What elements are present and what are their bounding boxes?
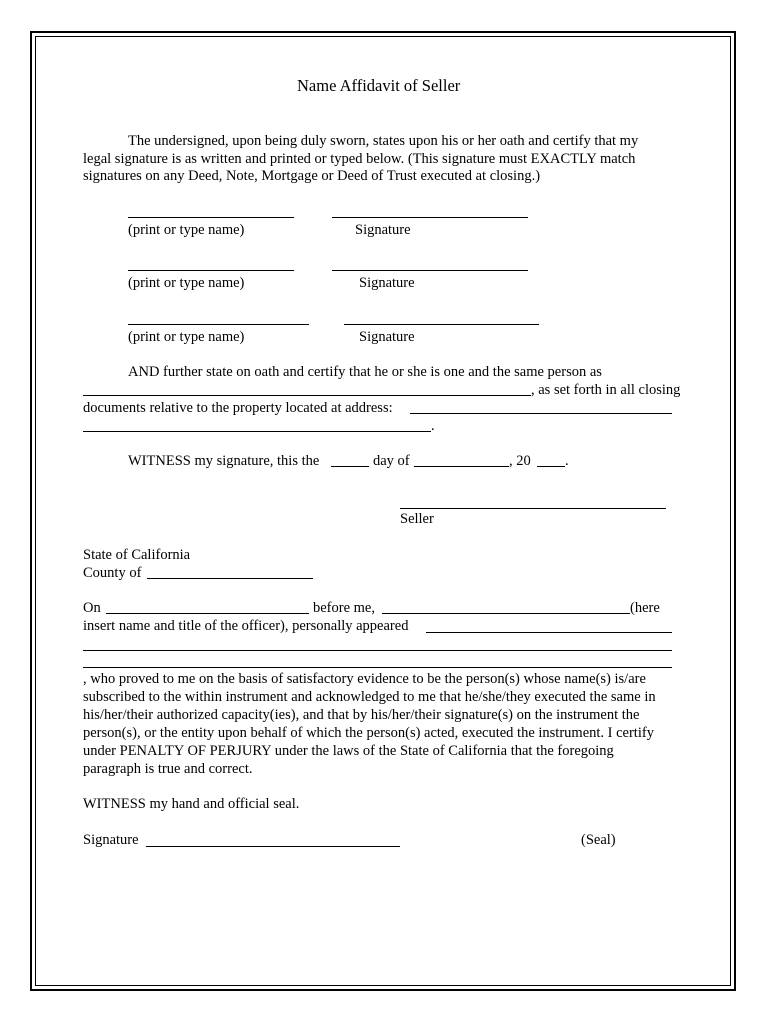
oath-line-3-prefix: documents relative to the property located at address: <box>83 400 393 416</box>
witness-year-suffix: . <box>565 453 569 469</box>
name-line-1[interactable] <box>128 217 294 218</box>
signature-label-1: Signature <box>355 222 411 238</box>
notary-body-line-1: , who proved to me on the basis of satisfactory evidence to be the person(s) whose name(s) is/are <box>83 671 646 687</box>
witness-day-line[interactable] <box>331 466 369 467</box>
seller-label: Seller <box>400 511 434 527</box>
signature-label-2: Signature <box>359 275 415 291</box>
notary-here: (here <box>630 600 660 616</box>
oath-line-4-suffix: . <box>431 418 435 434</box>
appeared-line-1[interactable] <box>426 632 672 633</box>
signature-label-3: Signature <box>359 329 415 345</box>
appeared-line-2[interactable] <box>83 650 672 651</box>
notary-officer-line[interactable] <box>382 613 630 614</box>
oath-line-2-suffix: , as set forth in all closing <box>531 382 681 398</box>
oath-line-1: AND further state on oath and certify that he or she is one and the same person as <box>128 364 602 380</box>
intro-line-2: legal signature is as written and printed or typed below. (This signature must EXACTLY match <box>83 151 636 167</box>
seal-label: (Seal) <box>581 832 616 848</box>
witness-month-line[interactable] <box>414 466 509 467</box>
name-label-1: (print or type name) <box>128 222 245 238</box>
notary-on: On <box>83 600 101 616</box>
state-label: State of California <box>83 547 191 563</box>
notary-body-line-4: person(s), or the entity upon behalf of which the person(s) acted, executed the instrument. I certify <box>83 725 654 741</box>
notary-body-line-5: under PENALTY OF PERJURY under the laws of the State of California that the foregoing <box>83 743 614 759</box>
intro-line-3: signatures on any Deed, Note, Mortgage or Deed of Trust executed at closing.) <box>83 168 541 184</box>
signature-line-2[interactable] <box>332 270 528 271</box>
county-label: County of <box>83 565 142 581</box>
witness-year-line[interactable] <box>537 466 565 467</box>
appeared-line-3[interactable] <box>83 667 672 668</box>
document-title: Name Affidavit of Seller <box>297 76 461 95</box>
county-line[interactable] <box>147 578 313 579</box>
notary-body-line-2: subscribed to the within instrument and acknowledged to me that he/she/they executed the same in <box>83 689 656 705</box>
witness-year-prefix: , 20 <box>509 453 531 469</box>
intro-line-1: The undersigned, upon being duly sworn, states upon his or her oath and certify that my <box>128 133 639 149</box>
witness-prefix: WITNESS my signature, this the <box>128 453 320 469</box>
name-label-2: (print or type name) <box>128 275 245 291</box>
notary-line-2: insert name and title of the officer), personally appeared <box>83 618 409 634</box>
name-line-3[interactable] <box>128 324 309 325</box>
notary-signature-label: Signature <box>83 832 139 848</box>
name-line-2[interactable] <box>128 270 294 271</box>
notary-body-line-6: paragraph is true and correct. <box>83 761 253 777</box>
address-line-2[interactable] <box>83 431 431 432</box>
notary-signature-line[interactable] <box>146 846 400 847</box>
address-line-1[interactable] <box>410 413 672 414</box>
name-label-3: (print or type name) <box>128 329 245 345</box>
seller-signature-line[interactable] <box>400 508 666 509</box>
signature-line-3[interactable] <box>344 324 539 325</box>
witness-day-of: day of <box>373 453 410 469</box>
signature-line-1[interactable] <box>332 217 528 218</box>
notary-before-me: before me, <box>313 600 375 616</box>
notary-body-line-3: his/her/their authorized capacity(ies), and that by his/her/their signature(s) on the instrument the <box>83 707 640 723</box>
same-person-line[interactable] <box>83 395 531 396</box>
witness-seal-text: WITNESS my hand and official seal. <box>83 796 300 812</box>
notary-date-line[interactable] <box>106 613 309 614</box>
